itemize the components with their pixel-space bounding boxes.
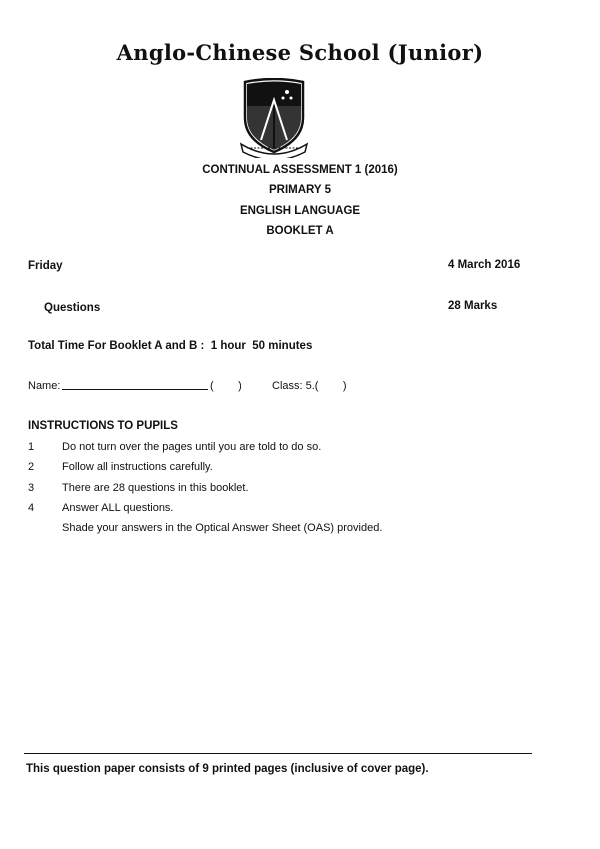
instruction-number: 2 bbox=[28, 461, 35, 473]
name-label: Name: bbox=[28, 380, 61, 392]
subject-title: ENGLISH LANGUAGE bbox=[239, 205, 361, 217]
footer-divider bbox=[24, 753, 532, 754]
assessment-title: CONTINUAL ASSESSMENT 1 (2016) bbox=[202, 164, 398, 176]
exam-day: Friday bbox=[28, 260, 63, 272]
instruction-number: 4 bbox=[28, 502, 35, 514]
marks-total: 28 Marks bbox=[448, 300, 498, 312]
register-number-bracket: ( ) bbox=[210, 380, 242, 392]
instruction-text: Do not turn over the pages until you are told to do so. bbox=[62, 441, 322, 453]
instruction-text: Answer ALL questions. bbox=[62, 502, 174, 514]
booklet-title: BOOKLET A bbox=[266, 225, 334, 237]
instruction-text: There are 28 questions in this booklet. bbox=[62, 482, 249, 494]
school-crest-logo bbox=[239, 78, 309, 158]
instruction-number: 1 bbox=[28, 441, 35, 453]
instruction-number: 3 bbox=[28, 482, 35, 494]
exam-date: 4 March 2016 bbox=[448, 259, 521, 271]
total-time: Total Time For Booklet A and B : 1 hour 50 minutes bbox=[28, 340, 313, 352]
level-title: PRIMARY 5 bbox=[269, 184, 331, 196]
instructions-title: INSTRUCTIONS TO PUPILS bbox=[28, 420, 178, 432]
instruction-text: Follow all instructions carefully. bbox=[62, 461, 213, 473]
questions-label: Questions bbox=[44, 302, 101, 314]
school-name: Anglo-Chinese School (Junior) bbox=[116, 40, 484, 65]
name-blank-line bbox=[62, 389, 208, 390]
instruction-text: Shade your answers in the Optical Answer Sheet (OAS) provided. bbox=[62, 522, 383, 534]
name-field[interactable] bbox=[28, 380, 208, 392]
class-field: Class: 5.( ) bbox=[272, 380, 347, 392]
page-count-note: This question paper consists of 9 printed pages (inclusive of cover page). bbox=[26, 763, 429, 775]
